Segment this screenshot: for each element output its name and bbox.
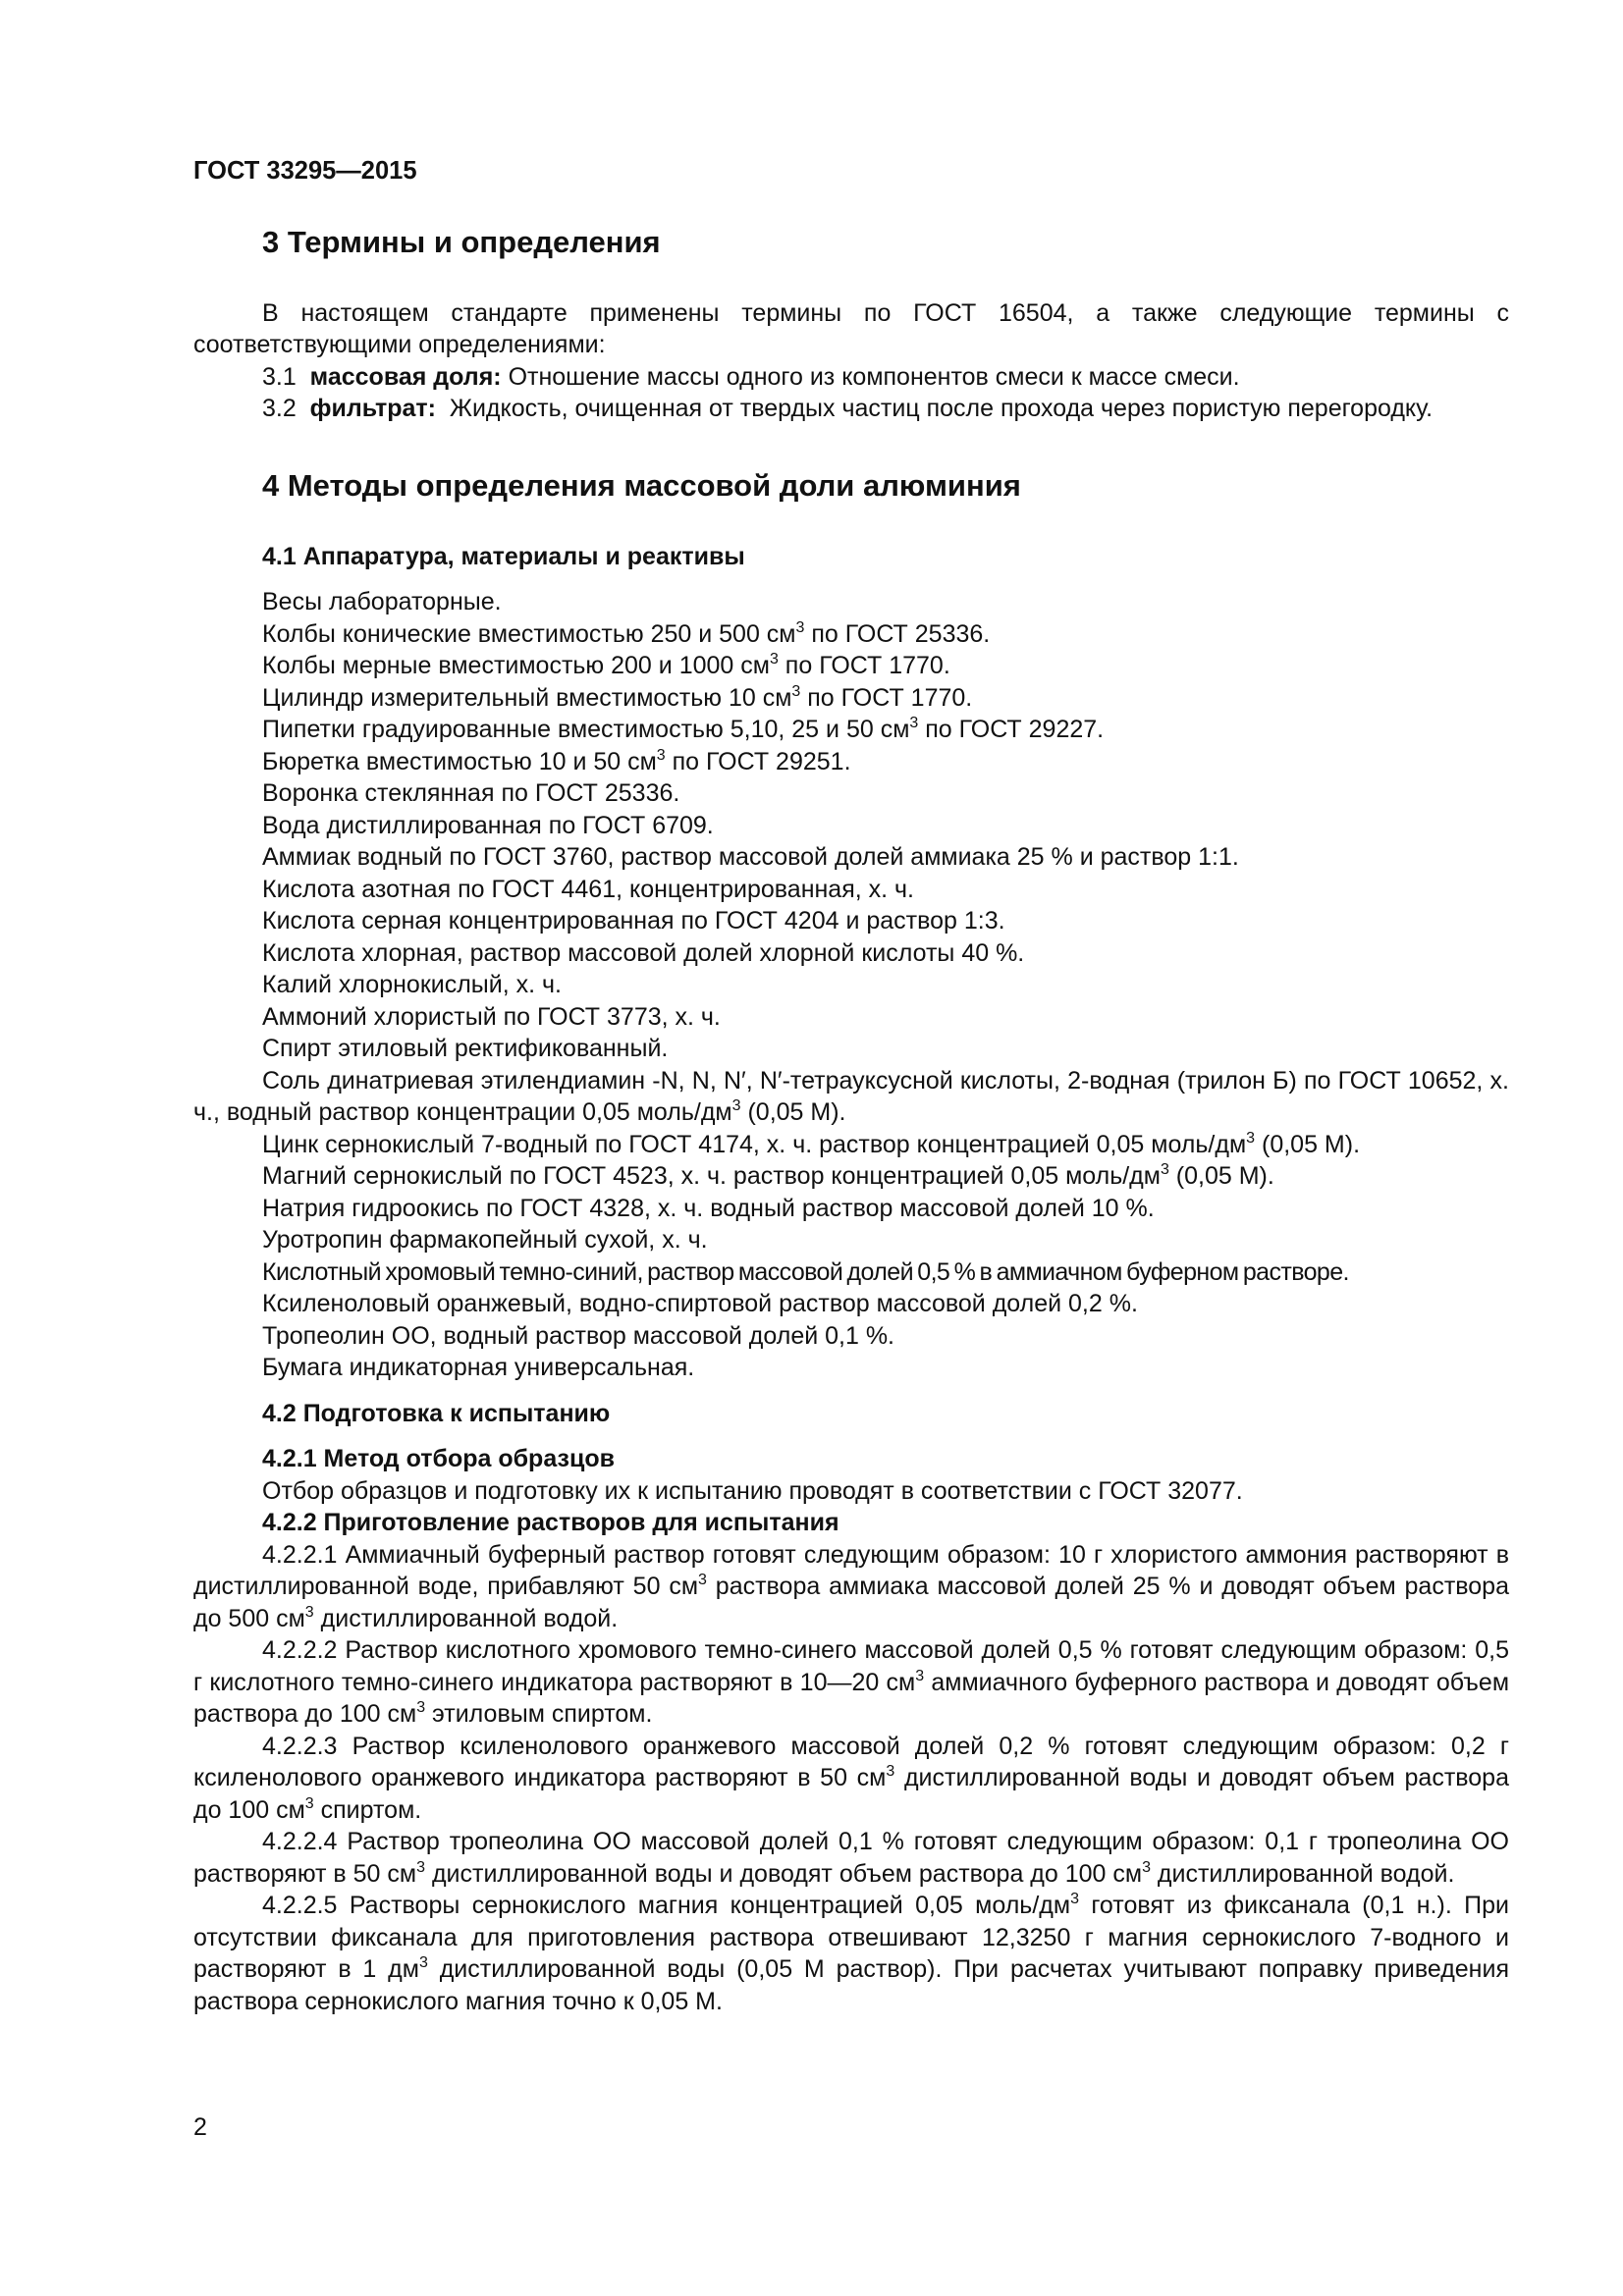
term-number: 3.2 xyxy=(262,395,297,422)
list-item xyxy=(193,746,1509,778)
superscript: 3 xyxy=(1160,1161,1169,1178)
superscript: 3 xyxy=(886,1763,895,1780)
superscript: 3 xyxy=(304,1603,314,1621)
paragraph-text: дистиллированной воды (0,05 М раствор). При расчетах учитывают поправку приведения раствора сернокислого магния точно к 0,05 М. xyxy=(193,1955,1509,2015)
paragraph-text: 4.2.2.3 Раствор ксиленолового оранжевого массовой долей 0,2 % готовят следующим образом: 0,2 г ксиленолового оранжевого индикатора растворяют в 50 см xyxy=(193,1732,1509,1791)
materials-list xyxy=(193,586,1509,1384)
paragraph-text: дистиллированной воды и доводят объем раствора до 100 см xyxy=(425,1859,1143,1888)
superscript: 3 xyxy=(416,1699,426,1716)
superscript: 3 xyxy=(656,746,666,764)
paragraph-text: аммиачного буферного раствора и доводят объем раствора до 100 см xyxy=(193,1668,1510,1728)
list-item: Натрия гидроокись по ГОСТ 4328, х. ч. водный раствор массовой долей 10 %. xyxy=(262,1194,1155,1222)
list-item: Воронка стеклянная по ГОСТ 25336. xyxy=(262,779,680,807)
list-item: Калий хлорнокислый, х. ч. xyxy=(262,971,562,998)
item-text: по ГОСТ 25336. xyxy=(804,619,991,648)
subsection-4-1-title: 4.1 Аппаратура, материалы и реактивы xyxy=(262,542,745,570)
item-text: (0,05 М). xyxy=(740,1098,846,1126)
list-item: Аммиак водный по ГОСТ 3760, раствор массовой долей аммиака 25 % и раствор 1:1. xyxy=(262,843,1239,871)
paragraph-text: этиловым спиртом. xyxy=(425,1700,653,1728)
list-item: Ксиленоловый оранжевый, водно-спиртовой раствор массовой долей 0,2 %. xyxy=(262,1290,1138,1317)
list-item: Кислота азотная по ГОСТ 4461, концентрированная, х. ч. xyxy=(262,875,915,903)
item-text: по ГОСТ 1770. xyxy=(778,652,950,679)
subsection-4-2-1-text: Отбор образцов и подготовку их к испытанию проводят в соответствии с ГОСТ 32077. xyxy=(262,1476,1243,1505)
list-item xyxy=(193,1129,1509,1161)
paragraph-text: готовят из фиксанала (0,1 н.). При отсутствии фиксанала для приготовления раствора отвешивают 12,3250 г магния сернокислого 7-водного и растворяют в 1 дм xyxy=(193,1892,1510,1983)
list-item: Уротропин фармакопейный сухой, х. ч. xyxy=(262,1226,708,1254)
paragraph-text: дистиллированной водой. xyxy=(1150,1859,1455,1888)
item-text: Колбы мерные вместимостью 200 и 1000 см xyxy=(262,652,770,679)
list-item: Спирт этиловый ректификованный. xyxy=(262,1035,669,1062)
list-item: Аммоний хлористый по ГОСТ 3773, х. ч. xyxy=(262,1002,721,1031)
paragraph-text: 4.2.2.2 Раствор кислотного хромового темно-синего массовой долей 0,5 % готовят следующим образом: 0,5 г кислотного темно-синего индикатора растворяют в 10—20 см xyxy=(193,1636,1509,1696)
superscript: 3 xyxy=(698,1572,707,1588)
paragraph-text: 4.2.2.5 Растворы сернокислого магния концентрацией 0,05 моль/дм xyxy=(262,1892,1071,1919)
item-text: по ГОСТ 1770. xyxy=(800,683,973,712)
list-item xyxy=(193,618,1509,651)
item-text: по ГОСТ 29251. xyxy=(665,747,851,775)
superscript: 3 xyxy=(416,1858,425,1876)
subsection-4-2-2-title: 4.2.2 Приготовление растворов для испытания xyxy=(262,1509,839,1536)
superscript: 3 xyxy=(1246,1129,1256,1147)
list-item: Тропеолин ОО, водный раствор массовой долей 0,1 %. xyxy=(262,1321,895,1350)
list-item xyxy=(193,1160,1509,1193)
term-name: массовая доля: xyxy=(309,362,502,391)
superscript: 3 xyxy=(791,682,801,700)
item-text: Цинк сернокислый 7-водный по ГОСТ 4174, х. ч. раствор концентрацией 0,05 моль/дм xyxy=(262,1130,1247,1158)
section-4-title: 4 Методы определения массовой доли алюминия xyxy=(262,467,1021,503)
item-text: Колбы конические вместимостью 250 и 500 см xyxy=(262,619,796,648)
list-item xyxy=(193,714,1509,746)
term-definition: Жидкость, очищенная от твердых частиц после прохода через пористую перегородку. xyxy=(449,395,1434,422)
page-content xyxy=(193,155,1509,2017)
paragraph-text: дистиллированной водой. xyxy=(313,1604,619,1632)
paragraph-4-2-2-2 xyxy=(193,1634,1509,1731)
term-3-1 xyxy=(193,361,1509,394)
term-definition: Отношение массы одного из компонентов смеси к массе смеси. xyxy=(508,362,1240,391)
document-id: ГОСТ 33295—2015 xyxy=(193,157,417,185)
term-3-2 xyxy=(193,393,1509,425)
list-item: Кислотный хромовый темно-синий, раствор массовой долей 0,5 % в аммиачном буферном растворе. xyxy=(262,1257,1349,1286)
paragraph-text: раствора аммиака массовой долей 25 % и доводят объем раствора до 500 см xyxy=(193,1573,1509,1632)
page-number: 2 xyxy=(193,2113,207,2141)
list-item: Весы лабораторные. xyxy=(262,588,502,615)
item-text: по ГОСТ 29227. xyxy=(918,716,1105,743)
paragraph-text: спиртом. xyxy=(313,1795,422,1824)
paragraph-4-2-2-4 xyxy=(193,1826,1509,1890)
term-number: 3.1 xyxy=(262,362,297,391)
section-3-intro: В настоящем стандарте применены термины по ГОСТ 16504, а также следующие термины с соответствующими определениями: xyxy=(193,298,1509,358)
list-item: Кислота хлорная, раствор массовой долей хлорной кислоты 40 %. xyxy=(262,938,1025,967)
superscript: 3 xyxy=(1070,1891,1079,1907)
paragraph-4-2-2-1 xyxy=(193,1539,1509,1635)
superscript: 3 xyxy=(915,1667,925,1684)
superscript: 3 xyxy=(909,715,919,731)
item-text: Магний сернокислый по ГОСТ 4523, х. ч. раствор концентрацией 0,05 моль/дм xyxy=(262,1162,1161,1190)
superscript: 3 xyxy=(769,651,779,667)
list-item: Бумага индикаторная универсальная. xyxy=(262,1354,695,1381)
superscript: 3 xyxy=(795,618,805,636)
item-text: (0,05 М). xyxy=(1255,1130,1361,1158)
paragraph-text: 4.2.2.4 Раствор тропеолина ОО массовой долей 0,1 % готовят следующим образом: 0,1 г тропеолина ОО растворяют в 50 см xyxy=(193,1828,1509,1888)
item-text: Бюретка вместимостью 10 и 50 см xyxy=(262,747,657,775)
list-item xyxy=(193,682,1509,715)
list-item: Кислота серная концентрированная по ГОСТ 4204 и раствор 1:3. xyxy=(262,907,1005,934)
item-text: Цилиндр измерительный вместимостью 10 см xyxy=(262,683,792,712)
paragraph-4-2-2-5 xyxy=(193,1890,1509,2017)
superscript: 3 xyxy=(1142,1858,1151,1876)
term-name: фильтрат: xyxy=(309,395,436,422)
subsection-4-2-1-title: 4.2.1 Метод отбора образцов xyxy=(262,1445,615,1472)
superscript: 3 xyxy=(731,1097,741,1114)
list-item xyxy=(193,1065,1509,1129)
section-3-title: 3 Термины и определения xyxy=(262,224,661,259)
paragraph-text: дистиллированной воды и доводят объем раствора до 100 см xyxy=(193,1764,1509,1824)
paragraph-text: 4.2.2.1 Аммиачный буферный раствор готовят следующим образом: 10 г хлористого аммония растворяют в дистиллированной воде, прибавляют 50 см xyxy=(193,1540,1509,1600)
paragraph-4-2-2-3 xyxy=(193,1731,1509,1827)
subsection-4-2-title: 4.2 Подготовка к испытанию xyxy=(262,1399,611,1427)
item-text: Соль динатриевая этилендиамин -N, N, N′, N′-тетрауксусной кислоты, 2-водная (трилон Б) по ГОСТ 10652, х. ч., водный раствор концентрации 0,05 моль/дм xyxy=(193,1066,1509,1126)
superscript: 3 xyxy=(304,1794,314,1812)
superscript: 3 xyxy=(418,1954,428,1971)
list-item xyxy=(193,650,1509,682)
list-item: Вода дистиллированная по ГОСТ 6709. xyxy=(262,811,714,839)
item-text: (0,05 М). xyxy=(1168,1162,1274,1190)
item-text: Пипетки градуированные вместимостью 5,10, 25 и 50 см xyxy=(262,716,910,743)
